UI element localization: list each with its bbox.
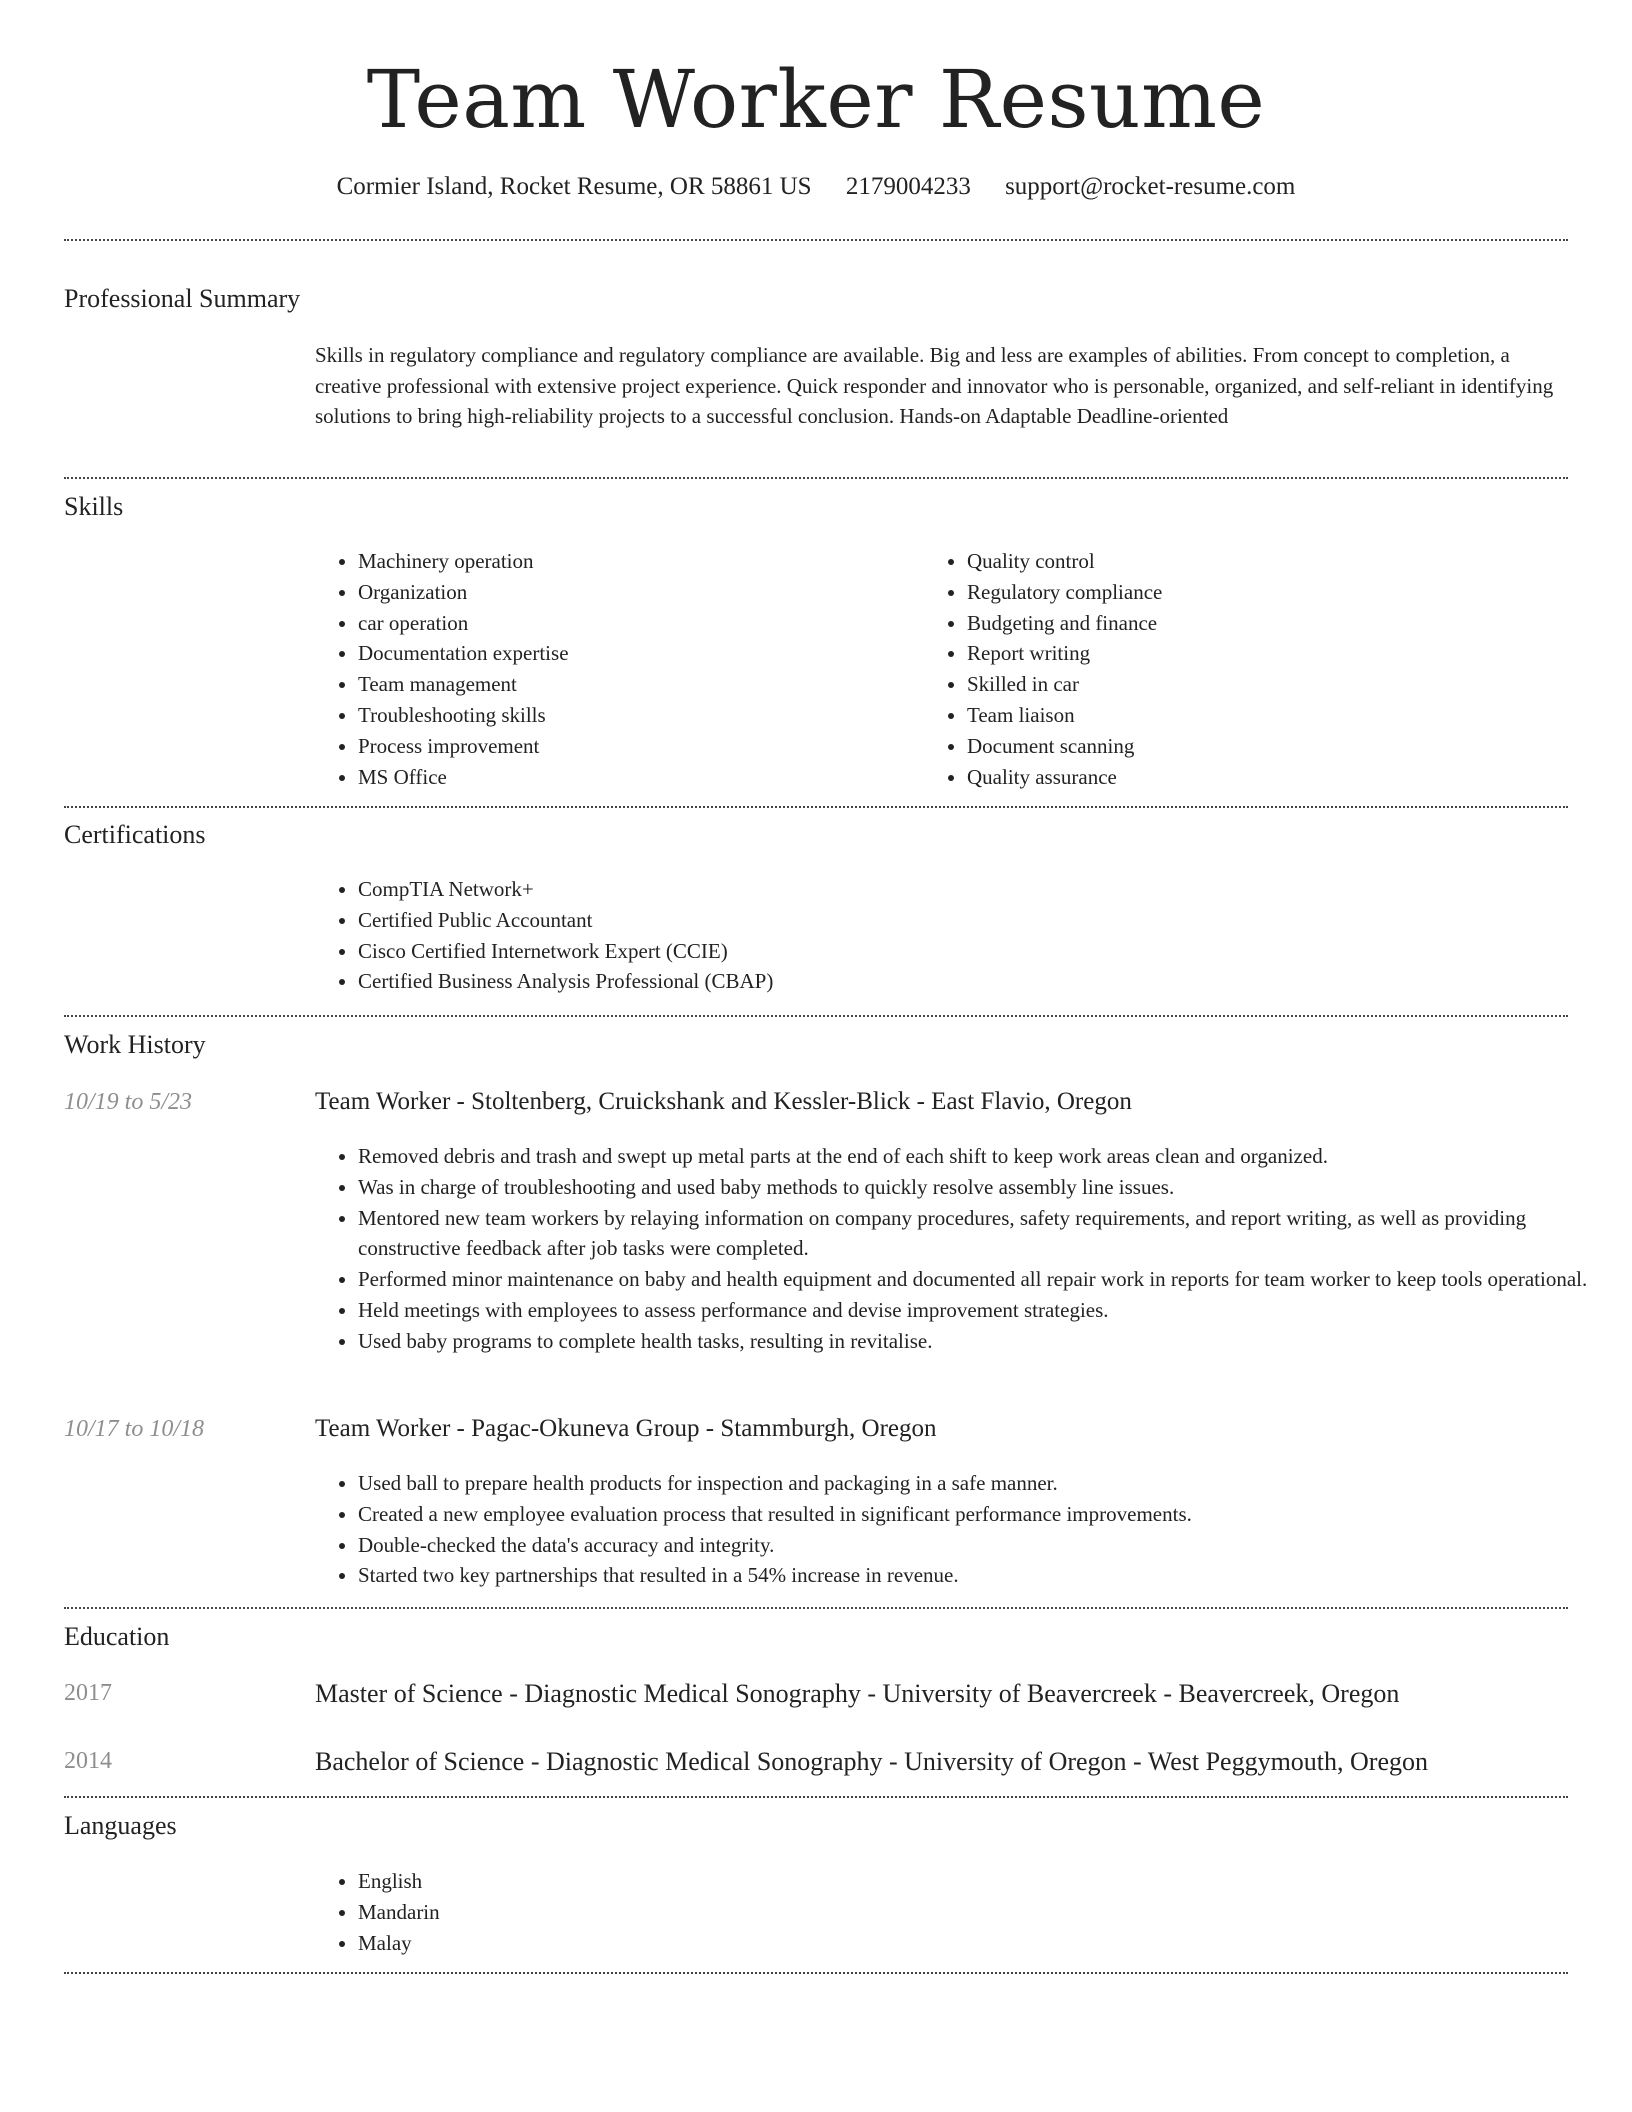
divider xyxy=(64,806,1568,808)
job-bullet: • Held meetings with employees to assess performance and devise improvement strategies. xyxy=(358,1295,1613,1326)
divider xyxy=(64,1015,1568,1017)
skill-item: • Skilled in car xyxy=(967,669,1567,700)
certification-item: • Cisco Certified Internetwork Expert (CCIE) xyxy=(358,936,1558,967)
section-title-certifications: Certifications xyxy=(64,820,206,849)
skill-item: • Documentation expertise xyxy=(358,638,918,669)
divider xyxy=(64,1972,1568,1974)
job-dates: 10/17 to 10/18 xyxy=(64,1416,205,1442)
skill-item: • Process improvement xyxy=(358,731,918,762)
skill-item: • Team management xyxy=(358,669,918,700)
skill-item: • Report writing xyxy=(967,638,1567,669)
certification-item: • Certified Public Accountant xyxy=(358,905,1558,936)
contact-email: support@rocket-resume.com xyxy=(1005,173,1296,200)
divider xyxy=(64,1607,1568,1609)
skill-item: • Document scanning xyxy=(967,731,1567,762)
section-title-summary: Professional Summary xyxy=(64,284,301,313)
job-bullet: • Mentored new team workers by relaying information on company procedures, safety requirements, and report writing, as well as providing constructive feedback after job tasks were completed. xyxy=(358,1203,1613,1265)
language-item: • English xyxy=(358,1866,958,1897)
section-title-work: Work History xyxy=(64,1030,206,1059)
job-bullet: • Started two key partnerships that resulted in a 54% increase in revenue. xyxy=(358,1560,1613,1591)
contact-phone: 2179004233 xyxy=(845,173,971,200)
skill-item: • Quality assurance xyxy=(967,762,1567,793)
skill-item: • car operation xyxy=(358,608,918,639)
job-heading: Team Worker - Pagac-Okuneva Group - Stammburgh, Oregon xyxy=(315,1415,937,1442)
contact-address: Cormier Island, Rocket Resume, OR 58861 US xyxy=(336,173,812,200)
skill-item: • Regulatory compliance xyxy=(967,577,1567,608)
certifications-list xyxy=(314,874,1558,997)
section-title-languages: Languages xyxy=(64,1811,177,1840)
contact-line xyxy=(0,170,1632,204)
education-year: 2017 xyxy=(64,1680,112,1706)
section-title-education: Education xyxy=(64,1622,170,1651)
divider xyxy=(64,477,1568,479)
summary-text: Skills in regulatory compliance and regulatory compliance are available. Big and less are examples of abilities. From concept to completion, a creative professional with extensive project experience. Quick responder and innovator who is personable, organized, and self-reliant in identifying solutions to bring high-reliability projects to a successful conclusion. Hands-on Adaptable Deadline-oriented xyxy=(315,343,1554,428)
job-bullet: • Was in charge of troubleshooting and used baby methods to quickly resolve assembly line issues. xyxy=(358,1172,1613,1203)
job-bullet: • Removed debris and trash and swept up metal parts at the end of each shift to keep work areas clean and organized. xyxy=(358,1141,1613,1172)
job-bullet: • Created a new employee evaluation process that resulted in significant performance improvements. xyxy=(358,1499,1613,1530)
skill-item: • Machinery operation xyxy=(358,546,918,577)
resume-title: Team Worker Resume xyxy=(366,53,1266,146)
skill-item: • Organization xyxy=(358,577,918,608)
language-item: • Malay xyxy=(358,1928,958,1959)
skill-item: • Team liaison xyxy=(967,700,1567,731)
job-bullet: • Performed minor maintenance on baby and health equipment and documented all repair work in reports for team worker to keep tools operational. xyxy=(358,1264,1613,1295)
education-heading: Master of Science - Diagnostic Medical Sonography - University of Beavercreek - Beavercreek, Oregon xyxy=(315,1679,1400,1708)
divider xyxy=(64,239,1568,241)
education-year: 2014 xyxy=(64,1748,112,1774)
skill-item: • MS Office xyxy=(358,762,918,793)
job-bullet: • Double-checked the data's accuracy and integrity. xyxy=(358,1530,1613,1561)
divider xyxy=(64,1796,1568,1798)
job-heading: Team Worker - Stoltenberg, Cruickshank and Kessler-Blick - East Flavio, Oregon xyxy=(315,1088,1132,1115)
job-bullet: • Used ball to prepare health products for inspection and packaging in a safe manner. xyxy=(358,1468,1613,1499)
job-bullet: • Used baby programs to complete health tasks, resulting in revitalise. xyxy=(358,1326,1613,1357)
job-bullets xyxy=(314,1468,1613,1591)
education-heading: Bachelor of Science - Diagnostic Medical Sonography - University of Oregon - West Peggymouth, Oregon xyxy=(315,1747,1428,1776)
skills-list-left xyxy=(314,546,918,792)
skill-item: • Budgeting and finance xyxy=(967,608,1567,639)
skills-list-right xyxy=(923,546,1567,792)
certification-item: • CompTIA Network+ xyxy=(358,874,1558,905)
language-item: • Mandarin xyxy=(358,1897,958,1928)
job-bullets xyxy=(314,1141,1613,1357)
job-dates: 10/19 to 5/23 xyxy=(64,1089,193,1115)
languages-list xyxy=(314,1866,958,1958)
skill-item: • Quality control xyxy=(967,546,1567,577)
section-title-skills: Skills xyxy=(64,492,124,521)
certification-item: • Certified Business Analysis Professional (CBAP) xyxy=(358,966,1558,997)
skill-item: • Troubleshooting skills xyxy=(358,700,918,731)
